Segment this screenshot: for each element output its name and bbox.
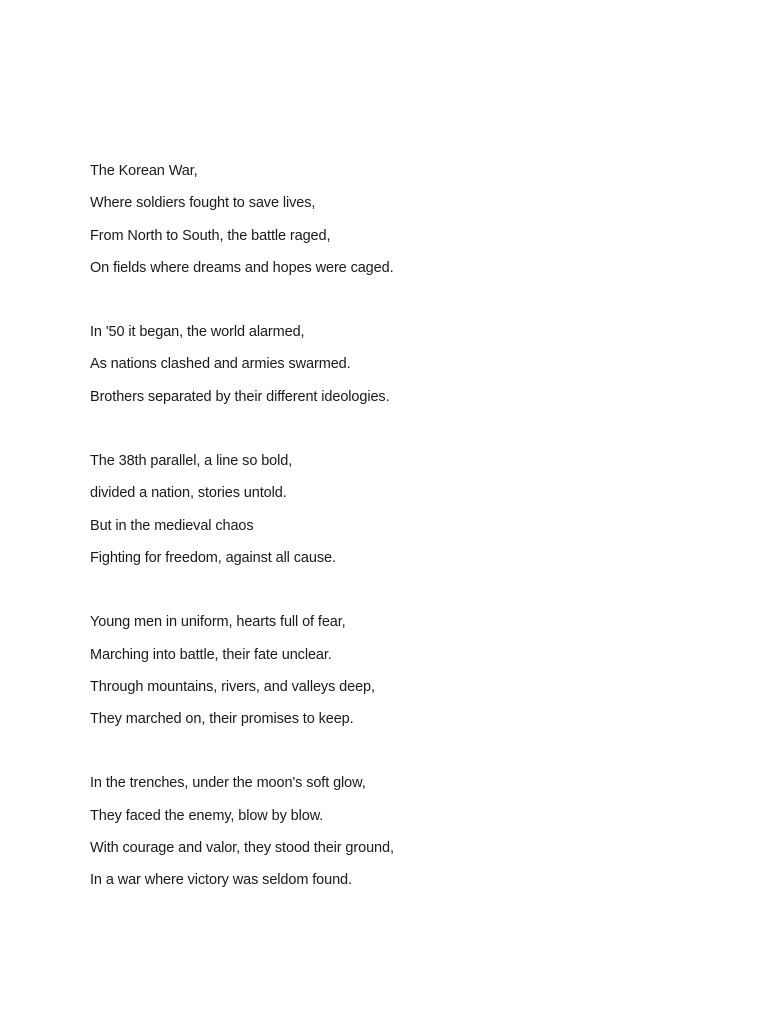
poem-line: In '50 it began, the world alarmed, [90, 324, 305, 341]
poem-line: From North to South, the battle raged, [90, 227, 331, 244]
poem-line: On fields where dreams and hopes were caged. [90, 259, 394, 276]
stanza-3 [90, 445, 690, 574]
stanza-4 [90, 606, 690, 735]
poem-line: Fighting for freedom, against all cause. [90, 549, 336, 566]
poem-document [90, 155, 690, 929]
stanza-1 [90, 155, 690, 284]
poem-line: divided a nation, stories untold. [90, 485, 287, 502]
stanza-5 [90, 767, 690, 896]
poem-line: In a war where victory was seldom found. [90, 872, 352, 889]
poem-line: Brothers separated by their different ideologies. [90, 388, 390, 405]
poem-line: Where soldiers fought to save lives, [90, 195, 316, 212]
stanza-2 [90, 316, 690, 413]
poem-line: As nations clashed and armies swarmed. [90, 356, 351, 373]
poem-line: They faced the enemy, blow by blow. [90, 807, 324, 824]
poem-line: The Korean War, [90, 163, 198, 179]
poem-line: Through mountains, rivers, and valleys deep, [90, 678, 375, 695]
poem-line: Marching into battle, their fate unclear. [90, 646, 332, 663]
poem-line: The 38th parallel, a line so bold, [90, 453, 293, 470]
poem-line: Young men in uniform, hearts full of fear, [90, 614, 346, 631]
poem-line: With courage and valor, they stood their ground, [90, 840, 394, 857]
poem-line: In the trenches, under the moon's soft glow, [90, 775, 366, 792]
poem-line: They marched on, their promises to keep. [90, 711, 354, 728]
poem-line: But in the medieval chaos [90, 517, 254, 534]
